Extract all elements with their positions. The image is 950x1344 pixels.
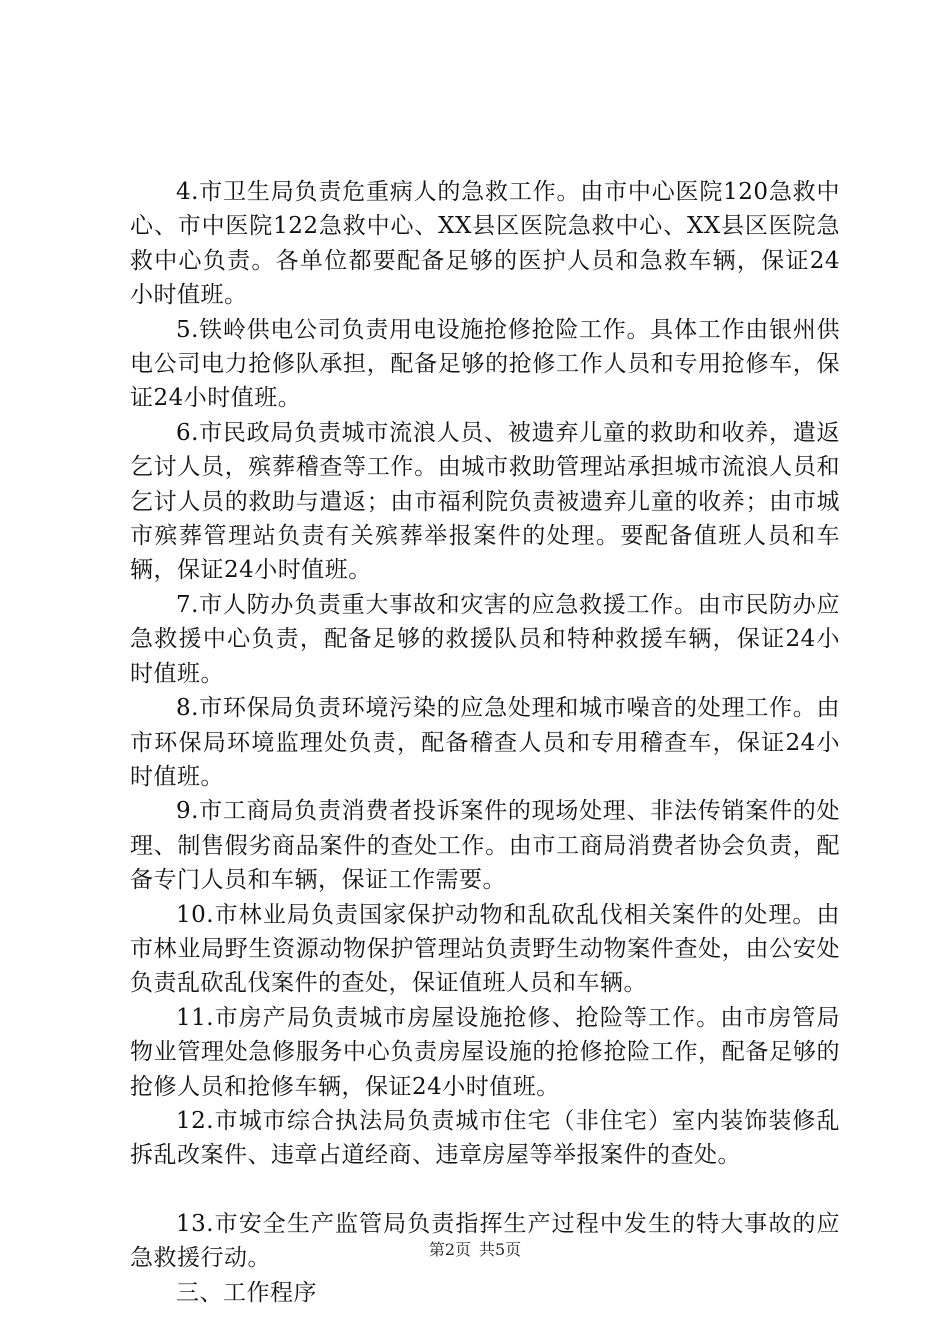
- paragraph-item-9: 9.市工商局负责消费者投诉案件的现场处理、非法传销案件的处理、制售假劣商品案件的查处工作。由市工商局消费者协会负责，配备专门人员和车辆，保证工作需要。: [130, 798, 840, 894]
- paragraph-item-11: 11.市房产局负责城市房屋设施抢修、抢险等工作。由市房管局物业管理处急修服务中心负责房屋设施的抢修抢险工作，配备足够的抢修人员和抢修车辆，保证24小时值班。: [130, 1004, 840, 1100]
- page-number: 第2页: [428, 1240, 471, 1259]
- paragraph-item-13: 13.市安全生产监管局负责指挥生产过程中发生的特大事故的应急救援行动。: [130, 1210, 840, 1272]
- paragraph-item-4: 4.市卫生局负责危重病人的急救工作。由市中心医院120急救中心、市中医院122急救中心、XX县区医院急救中心、XX县区医院急救中心负责。各单位都要配备足够的医护人员和急救车辆，保证24小时值班。: [130, 179, 840, 309]
- document-body: [130, 175, 840, 1310]
- paragraph-item-5: 5.铁岭供电公司负责用电设施抢修抢险工作。具体工作由银州供电公司电力抢修队承担，配备足够的抢修工作人员和专用抢修车，保证24小时值班。: [130, 316, 840, 412]
- page-footer: [0, 1239, 950, 1261]
- paragraph-item-12: 12.市城市综合执法局负责城市住宅（非住宅）室内装饰装修乱拆乱改案件、违章占道经商、违章房屋等举报案件的查处。: [130, 1107, 840, 1169]
- paragraph-item-6: 6.市民政局负责城市流浪人员、被遗弃儿童的救助和收养，遣返乞讨人员，殡葬稽查等工作。由城市救助管理站承担城市流浪人员和乞讨人员的救助与遣返；由市福利院负责被遗弃儿童的收养；由市城市殡葬管理站负责有关殡葬举报案件的处理。要配备值班人员和车辆，保证24小时值班。: [130, 419, 840, 584]
- section-heading: 三、工作程序: [176, 1279, 317, 1306]
- paragraph-item-7: 7.市人防办负责重大事故和灾害的应急救援工作。由市民防办应急救援中心负责，配备足够的救援队员和特种救援车辆，保证24小时值班。: [130, 591, 840, 687]
- paragraph-item-10: 10.市林业局负责国家保护动物和乱砍乱伐相关案件的处理。由市林业局野生资源动物保护管理站负责野生动物案件查处，由公安处负责乱砍乱伐案件的查处，保证值班人员和车辆。: [130, 901, 840, 997]
- paragraph-item-8: 8.市环保局负责环境污染的应急处理和城市噪音的处理工作。由市环保局环境监理处负责，配备稽查人员和专用稽查车，保证24小时值班。: [130, 695, 840, 790]
- page-total: 共5页: [479, 1240, 522, 1259]
